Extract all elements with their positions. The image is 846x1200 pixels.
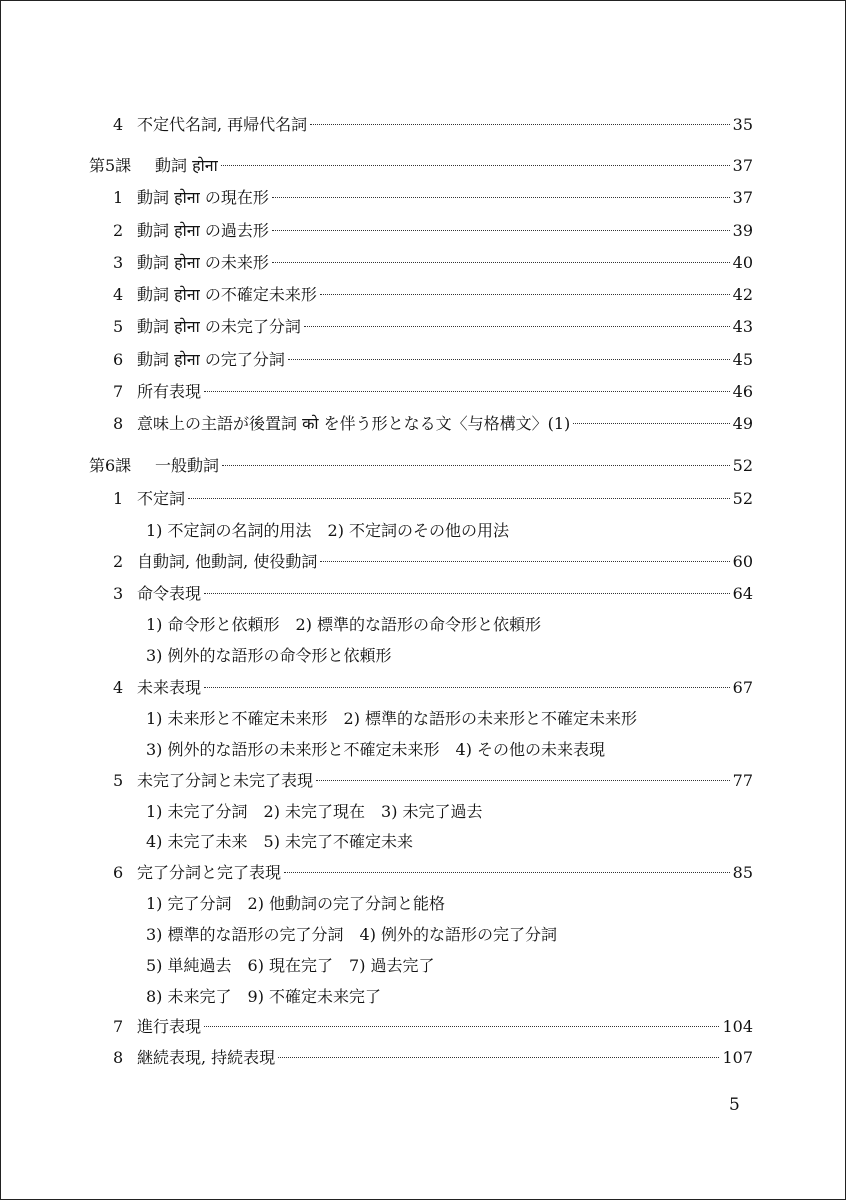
entry-page: 45 xyxy=(732,350,753,369)
entry-number: 6 xyxy=(113,350,124,369)
dot-leader xyxy=(221,165,730,166)
entry-page: 46 xyxy=(732,382,753,401)
dot-leader xyxy=(222,465,730,466)
toc-entry[interactable] xyxy=(113,217,753,245)
entry-title: 動詞 होना の不確定未来形 xyxy=(137,285,317,304)
chapter-label: 第5課 xyxy=(89,156,132,175)
dot-leader xyxy=(304,326,730,327)
entry-page: 52 xyxy=(732,489,753,508)
entry-title: 未完了分詞と未完了表現 xyxy=(137,771,314,790)
dot-leader xyxy=(204,391,730,392)
toc-subentries: 5) 単純過去 6) 現在完了 7) 過去完了 xyxy=(146,956,435,975)
chapter-label: 第6課 xyxy=(89,456,132,475)
toc-subentries: 1) 命令形と依頼形 2) 標準的な語形の命令形と依頼形 xyxy=(146,615,542,634)
entry-title: 継続表現, 持続表現 xyxy=(137,1048,276,1067)
entry-page: 64 xyxy=(732,584,753,603)
entry-number: 7 xyxy=(113,1017,124,1036)
chapter-title: 一般動詞 xyxy=(155,456,220,475)
toc-entry[interactable] xyxy=(113,1044,753,1072)
chapter-title: 動詞 होना xyxy=(155,156,218,175)
entry-number: 1 xyxy=(113,489,124,508)
toc-subentries: 1) 未完了分詞 2) 未完了現在 3) 未完了過去 xyxy=(146,802,483,821)
toc-subentries: 3) 例外的な語形の未来形と不確定未来形 4) その他の未来表現 xyxy=(146,740,606,759)
entry-page: 60 xyxy=(732,552,753,571)
toc-entry[interactable] xyxy=(113,674,753,702)
toc-entry[interactable] xyxy=(113,346,753,374)
entry-page: 35 xyxy=(732,115,753,134)
entry-page: 85 xyxy=(732,863,753,882)
entry-page: 77 xyxy=(732,771,753,790)
toc-entry[interactable] xyxy=(113,313,753,341)
toc-entry[interactable] xyxy=(113,1013,753,1041)
dot-leader xyxy=(272,262,730,263)
entry-title: 完了分詞と完了表現 xyxy=(137,863,282,882)
entry-page: 107 xyxy=(722,1048,753,1067)
toc-entry[interactable] xyxy=(113,184,753,212)
entry-number: 2 xyxy=(113,221,124,240)
entry-title: 未来表現 xyxy=(137,678,202,697)
dot-leader xyxy=(278,1057,719,1058)
entry-page: 39 xyxy=(732,221,753,240)
entry-number: 4 xyxy=(113,285,124,304)
toc-entry[interactable] xyxy=(113,548,753,576)
entry-title: 動詞 होना の未来形 xyxy=(137,253,269,272)
dot-leader xyxy=(272,197,730,198)
dot-leader xyxy=(204,1026,719,1027)
entry-page: 104 xyxy=(722,1017,753,1036)
entry-page: 43 xyxy=(732,317,753,336)
dot-leader xyxy=(284,872,730,873)
entry-title: 進行表現 xyxy=(137,1017,202,1036)
entry-title: 命令表現 xyxy=(137,584,202,603)
dot-leader xyxy=(204,593,730,594)
entry-number: 5 xyxy=(113,771,124,790)
dot-leader xyxy=(288,359,730,360)
toc-subentries: 3) 標準的な語形の完了分詞 4) 例外的な語形の完了分詞 xyxy=(146,925,558,944)
toc-subentries: 1) 未来形と不確定未来形 2) 標準的な語形の未来形と不確定未来形 xyxy=(146,709,638,728)
entry-number: 7 xyxy=(113,382,124,401)
dot-leader xyxy=(320,561,729,562)
dot-leader xyxy=(188,498,730,499)
dot-leader xyxy=(204,687,730,688)
entry-title: 動詞 होना の完了分詞 xyxy=(137,350,285,369)
entry-page: 40 xyxy=(732,253,753,272)
dot-leader xyxy=(573,423,729,424)
toc-entry[interactable] xyxy=(113,859,753,887)
entry-number: 8 xyxy=(113,414,124,433)
entry-page: 67 xyxy=(732,678,753,697)
entry-page: 42 xyxy=(732,285,753,304)
entry-title: 動詞 होना の現在形 xyxy=(137,188,269,207)
toc-entry[interactable] xyxy=(113,281,753,309)
entry-page: 52 xyxy=(732,456,753,475)
entry-title: 動詞 होना の未完了分詞 xyxy=(137,317,301,336)
entry-title: 動詞 होना の過去形 xyxy=(137,221,269,240)
entry-number: 8 xyxy=(113,1048,124,1067)
page-number: 5 xyxy=(729,1095,740,1115)
toc-subentries: 1) 完了分詞 2) 他動詞の完了分詞と能格 xyxy=(146,894,446,913)
toc-chapter[interactable] xyxy=(89,452,753,480)
entry-title: 不定代名詞, 再帰代名詞 xyxy=(137,115,308,134)
entry-page: 37 xyxy=(732,188,753,207)
entry-number: 4 xyxy=(113,678,124,697)
toc-subentries: 4) 未完了未来 5) 未完了不確定未来 xyxy=(146,832,414,851)
toc-chapter[interactable] xyxy=(89,152,753,180)
toc-subentries: 3) 例外的な語形の命令形と依頼形 xyxy=(146,646,392,665)
toc-entry[interactable] xyxy=(113,485,753,513)
toc-entry[interactable] xyxy=(113,580,753,608)
toc-entry[interactable] xyxy=(113,378,753,406)
toc-entry[interactable] xyxy=(113,249,753,277)
toc-subentries: 1) 不定詞の名詞的用法 2) 不定詞のその他の用法 xyxy=(146,521,510,540)
entry-title: 不定詞 xyxy=(137,489,186,508)
dot-leader xyxy=(316,780,730,781)
entry-number: 2 xyxy=(113,552,124,571)
entry-title: 自動詞, 他動詞, 使役動詞 xyxy=(137,552,318,571)
entry-number: 6 xyxy=(113,863,124,882)
toc-entry[interactable] xyxy=(113,767,753,795)
toc-subentries: 8) 未来完了 9) 不確定未来完了 xyxy=(146,987,382,1006)
entry-title: 所有表現 xyxy=(137,382,202,401)
toc-entry[interactable] xyxy=(113,410,753,438)
entry-title: 意味上の主語が後置詞 को を伴う形となる文〈与格構文〉(1) xyxy=(137,414,571,433)
entry-number: 1 xyxy=(113,188,124,207)
entry-number: 4 xyxy=(113,115,124,134)
entry-page: 49 xyxy=(732,414,753,433)
dot-leader xyxy=(320,294,730,295)
entry-number: 5 xyxy=(113,317,124,336)
toc-entry[interactable] xyxy=(113,111,753,139)
entry-number: 3 xyxy=(113,584,124,603)
dot-leader xyxy=(310,124,729,125)
entry-page: 37 xyxy=(732,156,753,175)
dot-leader xyxy=(272,230,730,231)
entry-number: 3 xyxy=(113,253,124,272)
